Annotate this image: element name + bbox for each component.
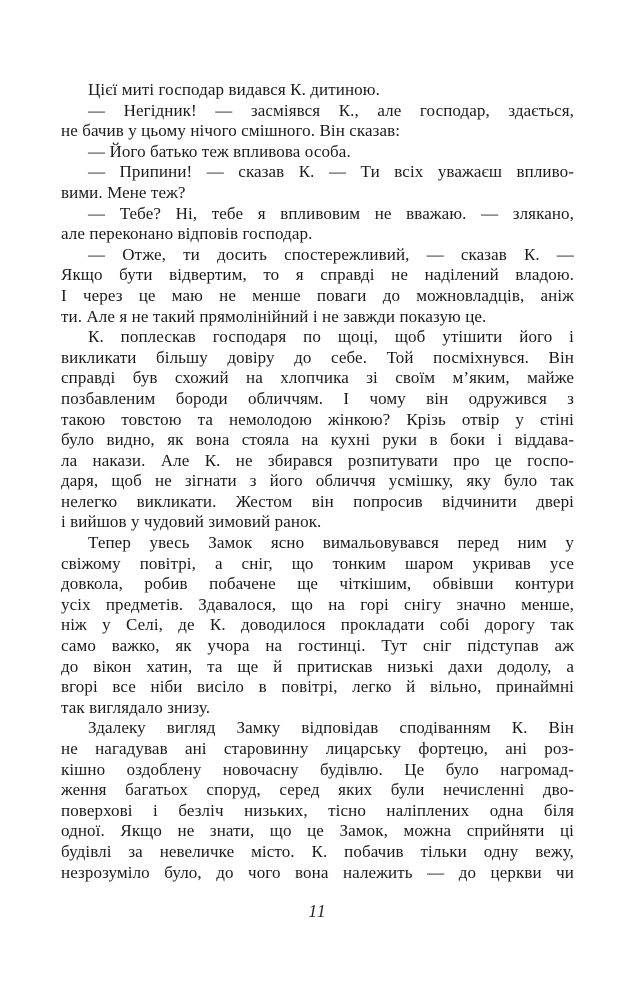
text-line: — Тебе? Ні, тебе я впливовим не вважаю. — злякано, [88,203,574,223]
text-line: такою товстою та немолодою жінкою? Крізь отвір у стіні [61,409,574,429]
text-line: так виглядало знизу. [61,697,211,717]
text-line: ти. Але я не такий прямолінійний і не завжди показую це. [61,306,487,326]
text-line: викликати більшу довіру до себе. Той посміхнувся. Він [61,347,574,367]
text-line: вгорі все ніби висіло в повітрі, легко й вільно, принаймні [61,677,574,697]
text-line: І через це маю не менше поваги до можновладців, аніж [61,285,574,305]
text-line: поверхові і безліч низьких, тісно наліплених одна біля [61,800,574,820]
text-line: Якщо бути відвертим, то я справді не наділений владою. [61,265,574,285]
text-line: ження багатьох споруд, серед яких були нечисленні дво- [61,780,574,800]
text-line: але переконано відповів господар. [61,224,313,244]
text-line: вими. Мене теж? [61,182,186,202]
text-line: будівлі за невеличке місто. К. побачив тільки одну вежу, [61,841,574,861]
text-line: свіжому повітрі, а сніг, що тонким шаром укривав усе [61,553,574,573]
text-line: не бачив у цьому нічого смішного. Він сказав: [61,121,401,141]
text-line: і вийшов у чудовий зимовий ранок. [61,512,322,532]
text-line: даря, щоб не зігнати з його обличчя усмішку, яку було так [61,471,574,491]
text-line: К. поплескав господаря по щоці, щоб утішити його і [88,327,574,347]
text-line: Здалеку вигляд Замку відповідав сподіванням К. Він [88,718,574,738]
text-line: одної. Якщо не знати, що це Замок, можна сприйняти ці [61,821,574,841]
text-line: — Негідник! — засміявся К., але господар, здається, [88,100,574,120]
page-number: 11 [308,901,327,921]
text-line: Тепер увесь Замок ясно вимальовувався перед ним у [88,533,574,553]
text-line: справді був схожий на хлопчика зі своїм м’яким, майже [61,368,574,388]
text-line: було видно, як вона стояла на кухні руки в боки і віддава- [61,430,574,450]
text-block [61,80,574,883]
text-line: Цієї миті господар видався К. дитиною. [88,80,380,99]
text-line: нелегко викликати. Жестом він попросив відчинити двері [61,491,574,511]
text-line: позбавленим бороди обличчям. І чому він одружився з [61,388,574,408]
text-line: незрозуміло було, до чого вона належить — до церкви чи [61,862,574,882]
text-line: ла накази. Але К. не збирався розпитувати про це госпо- [61,450,574,470]
text-line: кішно оздоблену новочасну будівлю. Це було нагромад- [61,759,574,779]
text-line: — Припини! — сказав К. — Ти всіх уважаєш впливо- [88,162,574,182]
text-line: усіх предметів. Здавалося, що на горі снігу значно менше, [61,594,574,614]
text-line: — Отже, ти досить спостережливий, — сказав К. — [88,244,574,264]
text-line: довкола, робив побачене ще чіткішим, обвівши контури [61,574,574,594]
text-line: ніж у Селі, де К. доводилося прокладати собі дорогу так [61,615,574,635]
text-line: до вікон хатин, та ще й притискав низькі дахи додолу, а [61,656,574,676]
text-line: само важко, як учора на гостинці. Тут сніг підступав аж [61,636,574,656]
text-line: не нагадував ані старовинну лицарську фортецю, ані роз- [61,739,574,758]
text-line: — Його батько теж впливова особа. [88,141,351,161]
